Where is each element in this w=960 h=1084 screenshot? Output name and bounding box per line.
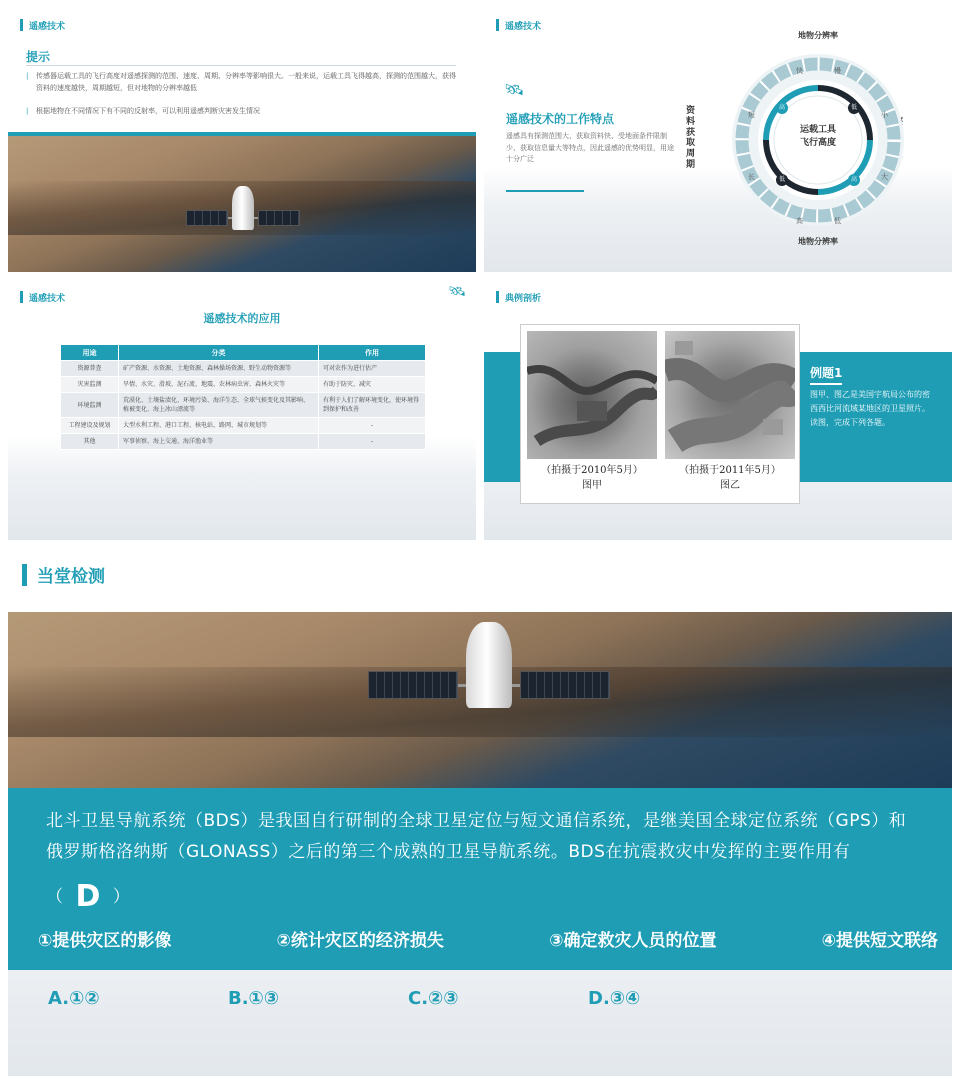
satellite-image-2011 bbox=[665, 331, 795, 459]
outer-label-low: 高 bbox=[796, 217, 803, 225]
col-category: 分类 bbox=[119, 345, 319, 361]
slide-quiz bbox=[8, 548, 952, 1076]
slide-work-features bbox=[484, 8, 952, 272]
table-row: 工程建设及规划 大型水利工程、港口工程、核电站、路网、城市规划等 - bbox=[61, 418, 426, 434]
applications-table bbox=[60, 344, 426, 450]
slide-header: 遥感技术 bbox=[20, 18, 65, 32]
inner-badge-low-2: 低 bbox=[776, 174, 788, 186]
satellite-illustration bbox=[368, 662, 610, 708]
diagram-center-text: 运载工具 飞行高度 bbox=[799, 125, 836, 148]
river-graphic bbox=[527, 331, 657, 459]
inner-badge-high-2: 高 bbox=[848, 174, 860, 186]
quiz-header: 当堂检测 bbox=[22, 562, 105, 587]
flood-graphic bbox=[665, 331, 795, 459]
answer-letter: D bbox=[75, 878, 101, 914]
option-c[interactable]: C.②③ bbox=[408, 988, 459, 1009]
inner-badge-low-1: 低 bbox=[848, 102, 860, 114]
slide-example bbox=[484, 280, 952, 540]
caption-2011: （拍摄于2011年5月） 图乙 bbox=[679, 465, 781, 491]
statement-3: ③确定救灾人员的位置 bbox=[549, 931, 717, 951]
satellite-photo-large bbox=[8, 612, 952, 788]
statement-1: ①提供灾区的影像 bbox=[38, 931, 172, 951]
tip-bullet-2: | 根据地物在不同情况下有不同的反射率，可以利用遥感判断灾害发生情况 bbox=[26, 107, 260, 115]
table-row: 其他 军事侦察、海上交通、海洋渔业等 - bbox=[61, 434, 426, 450]
table-row: 环境监测 荒漠化、土壤盐渍化、环境污染、海洋生态、全球气候变化及其影响、植被变化、海上冰山漂流等 有利于人们了解环境变化，使环境得到保护和改善 bbox=[61, 393, 426, 418]
resolution-ring-diagram bbox=[686, 28, 938, 258]
slide-header: 遥感技术 bbox=[496, 18, 541, 32]
statement-2: ②统计灾区的经济损失 bbox=[276, 931, 444, 951]
features-body: 遥感具有探测范围大、获取资料快、受地面条件限制少、获取信息量大等特点，因此遥感的优势明显，用途十分广泛 bbox=[506, 132, 674, 164]
outer-label-small: 小 bbox=[881, 111, 888, 119]
caption-2010: （拍摄于2010年5月） 图甲 bbox=[541, 465, 643, 491]
tip-title: 提示 bbox=[26, 50, 51, 64]
example-image-frame bbox=[520, 324, 800, 504]
option-a[interactable]: A.①② bbox=[48, 988, 100, 1009]
col-effect: 作用 bbox=[319, 345, 426, 361]
outer-label-slow: 慢 bbox=[834, 67, 841, 75]
table-row: 灾害监测 旱情、水灾、滑坡、泥石流、地震、农林病虫害、森林火灾等 有助于防灾、减灾 bbox=[61, 377, 426, 393]
slide-remote-sensing-tip bbox=[8, 8, 476, 272]
features-title: 遥感技术的工作特点 bbox=[506, 112, 615, 126]
slide-header: 遥感技术 bbox=[20, 290, 65, 304]
statements-row bbox=[38, 926, 938, 951]
diagram-left-label: 资料获取周期 bbox=[686, 106, 696, 170]
col-use: 用途 bbox=[61, 345, 119, 361]
slide-header: 典例剖析 bbox=[496, 290, 541, 304]
outer-label-long: 长 bbox=[748, 173, 755, 181]
diagram-top-label: 地物分辨率 bbox=[798, 31, 838, 40]
option-b[interactable]: B.①③ bbox=[228, 988, 280, 1009]
slide-applications bbox=[8, 280, 476, 540]
outer-label-fast: 快 bbox=[796, 67, 803, 75]
satellite-illustration bbox=[186, 206, 300, 230]
satellite-icon: 🛰 bbox=[448, 284, 466, 300]
option-d[interactable]: D.③④ bbox=[588, 988, 641, 1009]
example-title: 例题1 bbox=[810, 364, 842, 385]
applications-title: 遥感技术的应用 bbox=[203, 312, 281, 325]
question-text: 北斗卫星导航系统（BDS）是我国自行研制的全球卫星定位与短文通信系统，是继美国全球定位系统（GPS）和俄罗斯格洛纳斯（GLONASS）之后的第三个成熟的卫星导航系统。BDS在抗震救灾中发挥的主要作用有（ D ） bbox=[46, 811, 907, 914]
example-body: 图甲、图乙是美国宇航局公布的密西西比河流域某地区的卫星照片。读图，完成下列各题。 bbox=[810, 390, 930, 427]
tip-bullet-1: | 传感器运载工具的飞行高度对遥感探测的范围、速度、周期、分辨率等影响很大。一般来说，运载工具飞得越高，探测的范围越大，获得资料的速度越快，周期越短，但对地物的分辨率越低 bbox=[26, 72, 456, 92]
outer-label-short: 短 bbox=[748, 111, 755, 119]
inner-badge-high-1: 高 bbox=[776, 102, 788, 114]
satellite-photo bbox=[8, 136, 476, 272]
table-row: 资源普查 矿产资源、水资源、土地资源、森林操场资源、野生动物资源等 可对农作为进行估产 bbox=[61, 361, 426, 377]
satellite-image-2010 bbox=[527, 331, 657, 459]
outer-label-high: 低 bbox=[834, 217, 841, 225]
question-panel bbox=[8, 788, 952, 970]
statement-4: ④提供短文联络 bbox=[821, 931, 938, 951]
diagram-bottom-label: 地物分辨率 bbox=[798, 237, 838, 246]
satellite-icon: 🛰 bbox=[504, 80, 525, 99]
outer-label-large: 大 bbox=[881, 173, 888, 181]
